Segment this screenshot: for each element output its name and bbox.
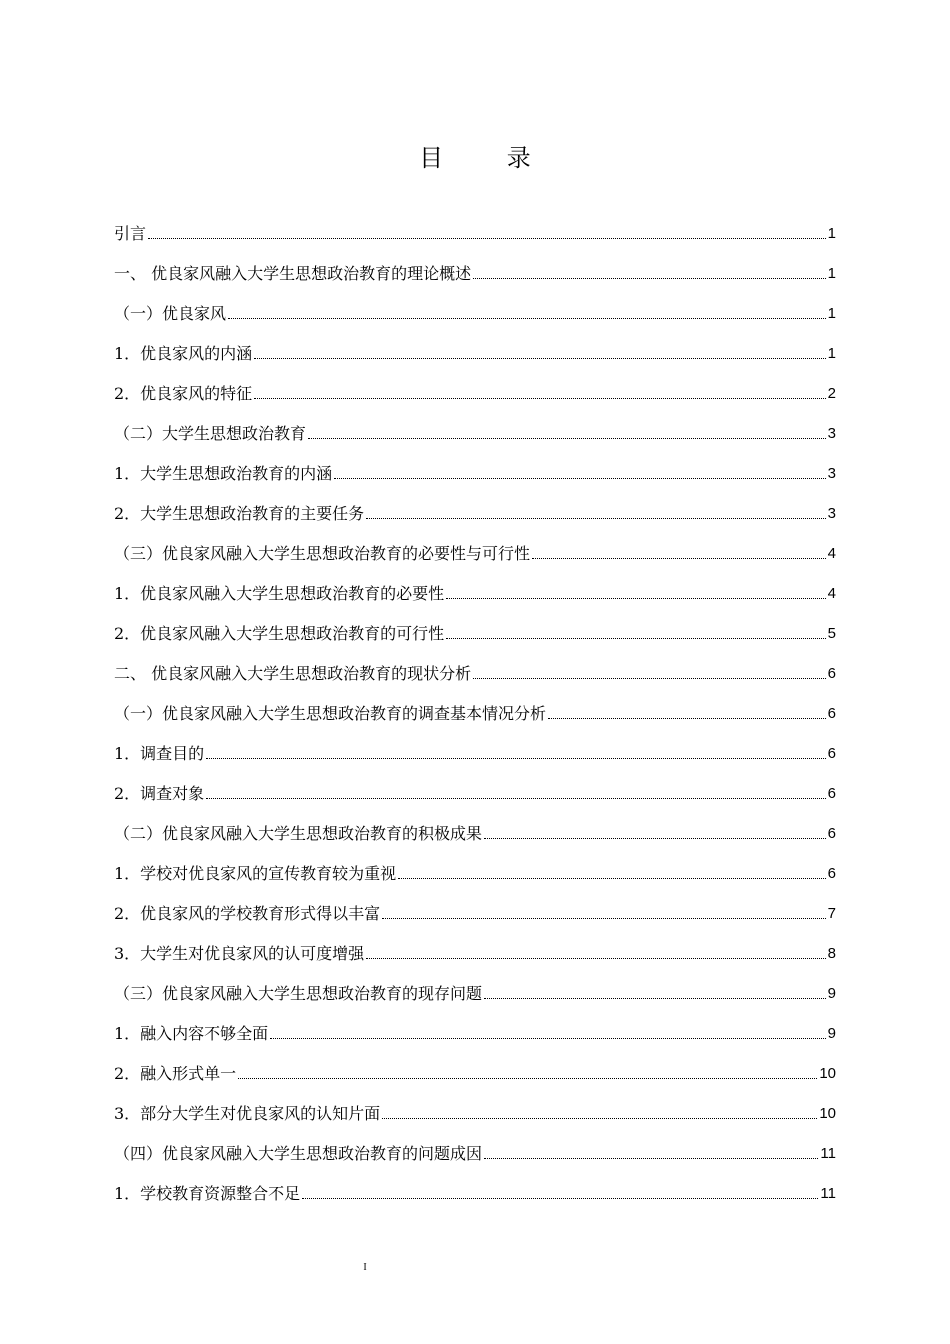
toc-dot-leader <box>398 878 825 879</box>
toc-entry-label: 1．学校教育资源整合不足 <box>114 1184 301 1203</box>
toc-entry-page-number: 3 <box>827 505 836 522</box>
toc-entry-label: 1．优良家风融入大学生思想政治教育的必要性 <box>114 584 445 603</box>
toc-entry[interactable] <box>114 968 836 1008</box>
toc-entry[interactable] <box>114 528 836 568</box>
toc-dot-leader <box>254 358 825 359</box>
toc-entry[interactable] <box>114 1128 836 1168</box>
toc-entry-label: 二、 优良家风融入大学生思想政治教育的现状分析 <box>114 664 472 683</box>
toc-entry-page-number: 1 <box>827 345 836 362</box>
toc-dot-leader <box>484 998 826 999</box>
toc-entry-label: 1．优良家风的内涵 <box>114 344 253 363</box>
toc-dot-leader <box>473 678 826 679</box>
toc-entry[interactable] <box>114 1008 836 1048</box>
toc-entry-page-number: 3 <box>827 425 836 442</box>
toc-entry[interactable] <box>114 1168 836 1208</box>
toc-entry-label: 1．调查目的 <box>114 744 205 763</box>
toc-entry-label: 2．调查对象 <box>114 784 205 803</box>
toc-entry[interactable] <box>114 1088 836 1128</box>
toc-dot-leader <box>473 278 826 279</box>
toc-dot-leader <box>382 918 825 919</box>
toc-entry[interactable] <box>114 248 836 288</box>
toc-entry[interactable] <box>114 608 836 648</box>
toc-entry[interactable] <box>114 288 836 328</box>
toc-entry[interactable] <box>114 888 836 928</box>
toc-entry[interactable] <box>114 648 836 688</box>
toc-entry-page-number: 10 <box>819 1065 836 1082</box>
toc-entry-label: 一、 优良家风融入大学生思想政治教育的理论概述 <box>114 264 472 283</box>
toc-dot-leader <box>446 598 825 599</box>
toc-entry-page-number: 3 <box>827 465 836 482</box>
toc-dot-leader <box>238 1078 817 1079</box>
table-of-contents <box>114 208 836 1208</box>
toc-entry-label: （二）大学生思想政治教育 <box>114 424 307 443</box>
toc-entry-label: （三）优良家风融入大学生思想政治教育的现存问题 <box>114 984 483 1003</box>
toc-dot-leader <box>270 1038 825 1039</box>
toc-dot-leader <box>532 558 826 559</box>
toc-entry-label: 2．优良家风的学校教育形式得以丰富 <box>114 904 381 923</box>
toc-dot-leader <box>206 798 825 799</box>
toc-entry[interactable] <box>114 688 836 728</box>
toc-entry-page-number: 6 <box>827 705 836 722</box>
toc-entry-label: 1．大学生思想政治教育的内涵 <box>114 464 333 483</box>
toc-entry-page-number: 1 <box>827 265 836 282</box>
toc-entry-label: 2．大学生思想政治教育的主要任务 <box>114 504 365 523</box>
toc-entry-label: 1．融入内容不够全面 <box>114 1024 269 1043</box>
toc-entry[interactable] <box>114 408 836 448</box>
toc-entry-page-number: 1 <box>827 225 836 242</box>
toc-dot-leader <box>548 718 826 719</box>
toc-entry-label: （一）优良家风融入大学生思想政治教育的调查基本情况分析 <box>114 704 547 723</box>
toc-entry-page-number: 4 <box>827 585 836 602</box>
toc-entry-label: 3．大学生对优良家风的认可度增强 <box>114 944 365 963</box>
toc-dot-leader <box>484 1158 818 1159</box>
toc-dot-leader <box>228 318 826 319</box>
toc-entry-label: （三）优良家风融入大学生思想政治教育的必要性与可行性 <box>114 544 531 563</box>
toc-dot-leader <box>366 958 825 959</box>
toc-dot-leader <box>302 1198 818 1199</box>
toc-entry[interactable] <box>114 568 836 608</box>
toc-entry-page-number: 1 <box>827 305 836 322</box>
toc-entry-page-number: 2 <box>827 385 836 402</box>
toc-entry-label: 2．优良家风的特征 <box>114 384 253 403</box>
toc-entry[interactable] <box>114 808 836 848</box>
toc-dot-leader <box>254 398 825 399</box>
toc-entry[interactable] <box>114 928 836 968</box>
toc-entry-page-number: 9 <box>827 1025 836 1042</box>
toc-entry-page-number: 7 <box>827 905 836 922</box>
toc-entry[interactable] <box>114 328 836 368</box>
toc-entry-page-number: 6 <box>827 865 836 882</box>
toc-entry[interactable] <box>114 728 836 768</box>
toc-dot-leader <box>206 758 825 759</box>
toc-entry[interactable] <box>114 368 836 408</box>
toc-dot-leader <box>148 238 826 239</box>
toc-dot-leader <box>308 438 826 439</box>
toc-entry[interactable] <box>114 768 836 808</box>
toc-entry-page-number: 6 <box>827 825 836 842</box>
toc-entry-page-number: 4 <box>827 545 836 562</box>
toc-entry-page-number: 11 <box>820 1185 836 1202</box>
toc-entry-page-number: 6 <box>827 745 836 762</box>
toc-entry-label: 引言 <box>114 224 147 243</box>
toc-entry[interactable] <box>114 448 836 488</box>
toc-entry[interactable] <box>114 208 836 248</box>
toc-dot-leader <box>484 838 826 839</box>
toc-title: 目 录 <box>419 144 559 172</box>
toc-dot-leader <box>366 518 825 519</box>
toc-entry-label: （四）优良家风融入大学生思想政治教育的问题成因 <box>114 1144 483 1163</box>
toc-entry-page-number: 5 <box>827 625 836 642</box>
toc-entry-page-number: 6 <box>827 785 836 802</box>
toc-entry[interactable] <box>114 1048 836 1088</box>
toc-entry-page-number: 6 <box>827 665 836 682</box>
toc-entry-label: 3．部分大学生对优良家风的认知片面 <box>114 1104 381 1123</box>
toc-dot-leader <box>382 1118 817 1119</box>
toc-entry-label: （一）优良家风 <box>114 304 227 323</box>
toc-entry-label: （二）优良家风融入大学生思想政治教育的积极成果 <box>114 824 483 843</box>
toc-dot-leader <box>446 638 825 639</box>
toc-entry-page-number: 11 <box>820 1145 836 1162</box>
footer-page-number: I <box>363 1262 367 1273</box>
toc-entry-label: 2．融入形式单一 <box>114 1064 237 1083</box>
toc-entry-page-number: 9 <box>827 985 836 1002</box>
toc-entry-page-number: 8 <box>827 945 836 962</box>
toc-dot-leader <box>334 478 825 479</box>
toc-entry-page-number: 10 <box>819 1105 836 1122</box>
toc-entry-label: 1．学校对优良家风的宣传教育较为重视 <box>114 864 397 883</box>
toc-entry[interactable] <box>114 488 836 528</box>
toc-entry-label: 2．优良家风融入大学生思想政治教育的可行性 <box>114 624 445 643</box>
toc-entry[interactable] <box>114 848 836 888</box>
